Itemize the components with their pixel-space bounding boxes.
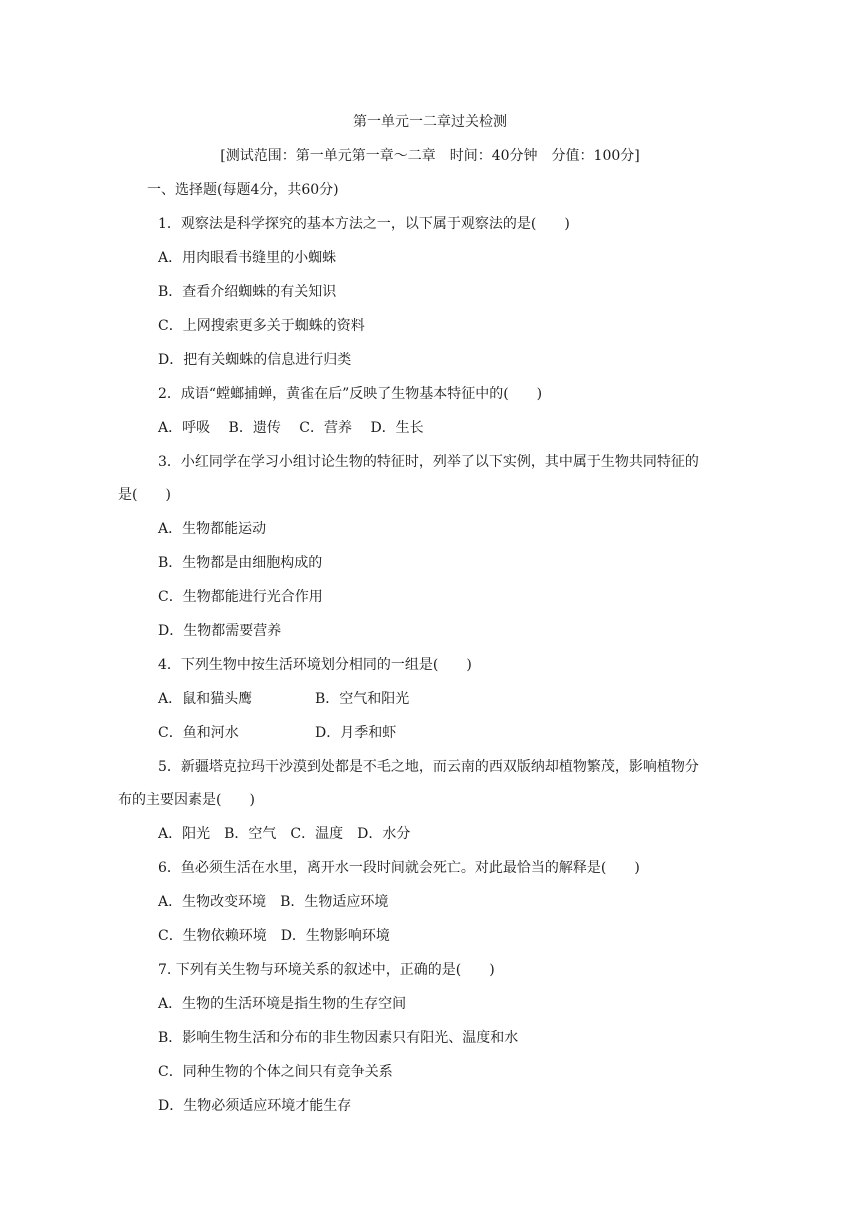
question-4-stem: 4．下列生物中按生活环境划分相同的一组是( ) — [158, 657, 472, 673]
question-5-stem: 5．新疆塔克拉玛干沙漠到处都是不毛之地，而云南的西双版纳却植物繁茂，影响植物分 — [158, 759, 699, 775]
document-title: 第一单元一二章过关检测 — [353, 114, 507, 130]
question-6-stem: 6．鱼必须生活在水里，离开水一段时间就会死亡。对此最恰当的解释是( ) — [158, 860, 640, 876]
question-6-options-ab: A．生物改变环境 B．生物适应环境 — [158, 894, 389, 910]
question-7-stem: 7. 下列有关生物与环境关系的叙述中，正确的是( ) — [158, 962, 495, 978]
question-7-option-b: B．影响生物生活和分布的非生物因素只有阳光、温度和水 — [158, 1030, 519, 1046]
question-7-option-d: D．生物必须适应环境才能生存 — [158, 1098, 352, 1114]
question-5-options: A．阳光 B．空气 C．温度 D．水分 — [158, 826, 411, 842]
question-1-option-c: C．上网搜索更多关于蜘蛛的资料 — [158, 318, 365, 334]
question-1-stem: 1．观察法是科学探究的基本方法之一，以下属于观察法的是( ) — [158, 216, 570, 232]
question-3-stem: 3．小红同学在学习小组讨论生物的特征时，列举了以下实例，其中属于生物共同特征的 — [158, 454, 699, 470]
question-2-options: A．呼吸 B．遗传 C．营养 D．生长 — [158, 420, 424, 436]
question-4-option-c: C．鱼和河水 — [158, 725, 239, 741]
question-3-option-b: B．生物都是由细胞构成的 — [158, 555, 323, 571]
question-3-option-c: C．生物都能进行光合作用 — [158, 589, 323, 605]
question-6-options-cd: C．生物依赖环境 D．生物影响环境 — [158, 928, 390, 944]
question-4-option-a: A．鼠和猫头鹰 — [158, 691, 253, 707]
section-heading: 一、选择题(每题4分，共60分) — [147, 182, 339, 198]
question-3-option-d: D．生物都需要营养 — [158, 623, 282, 639]
question-3-stem-continued: 是( ) — [118, 487, 171, 503]
question-2-stem: 2．成语“螳螂捕蝉，黄雀在后”反映了生物基本特征中的( ) — [158, 386, 543, 402]
question-7-option-c: C．同种生物的个体之间只有竞争关系 — [158, 1064, 393, 1080]
question-7-option-a: A．生物的生活环境是指生物的生存空间 — [158, 996, 407, 1012]
question-4-option-d: D．月季和虾 — [315, 725, 397, 741]
question-1-option-a: A．用肉眼看书缝里的小蜘蛛 — [158, 250, 337, 266]
question-5-stem-continued: 布的主要因素是( ) — [118, 792, 255, 808]
question-3-option-a: A．生物都能运动 — [158, 521, 267, 537]
question-1-option-b: B．查看介绍蜘蛛的有关知识 — [158, 284, 337, 300]
question-1-option-d: D．把有关蜘蛛的信息进行归类 — [158, 352, 352, 368]
question-4-option-b: B．空气和阳光 — [315, 691, 410, 707]
test-scope-subtitle: [测试范围：第一单元第一章～二章 时间：40分钟 分值：100分] — [220, 148, 640, 164]
